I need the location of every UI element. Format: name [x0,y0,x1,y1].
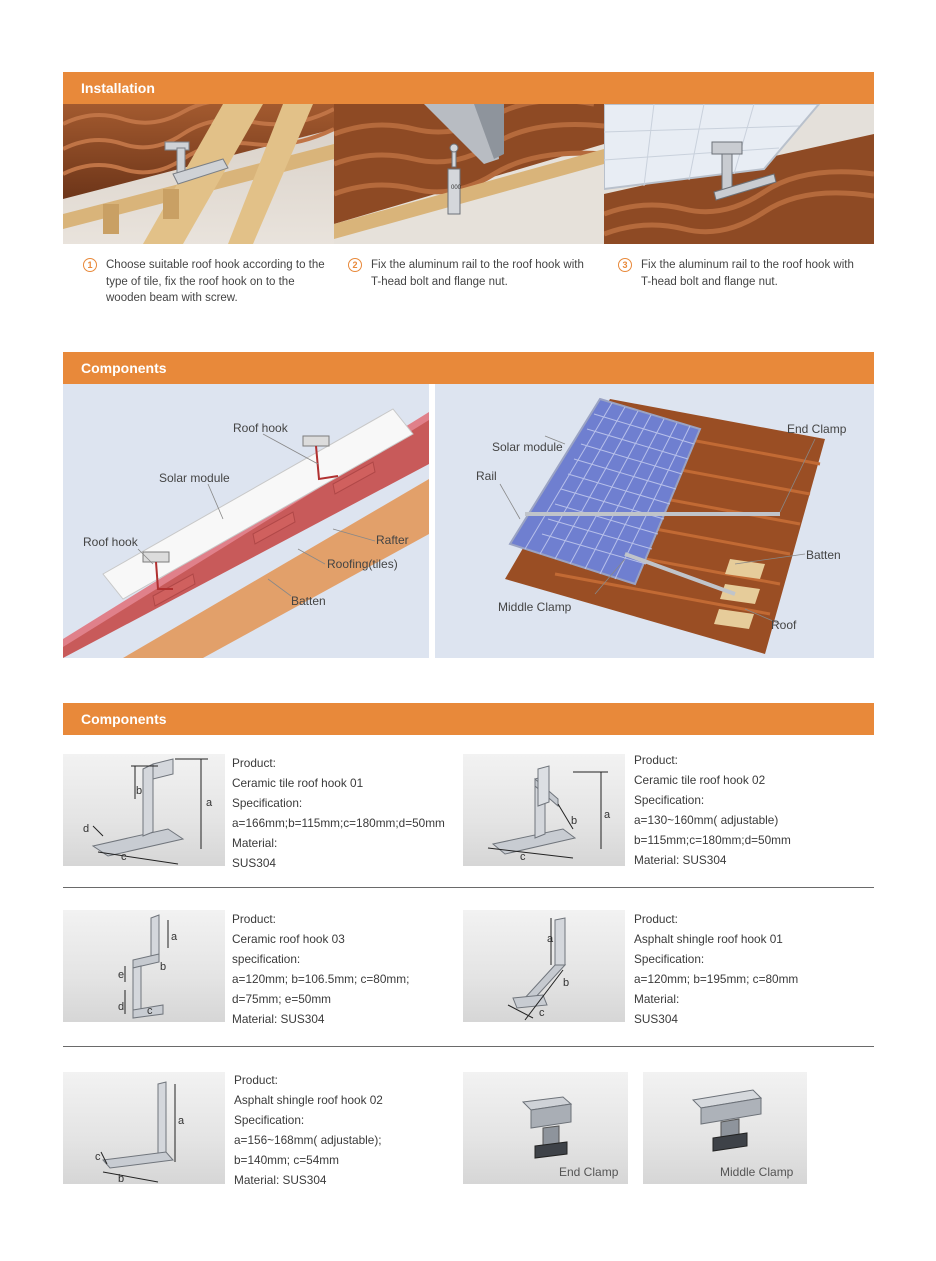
installation-photo-2 [334,104,604,244]
components-products-title: Components [81,711,167,727]
dim-a-1: a [206,797,213,809]
label-end-clamp: End Clamp [787,422,847,436]
product-1-line-5: Material: [232,836,278,850]
product-4-line-2: Asphalt shingle roof hook 01 [634,932,783,946]
product-2-line-1: Product: [634,753,678,767]
dim-b-2: b [571,815,578,827]
step-text-1: Choose suitable roof hook according to the type of tile, fix the roof hook on to the wooden beam with screw. [106,259,325,304]
product-image-2 [463,754,625,866]
dim-a-5: a [178,1115,185,1127]
dim-c-2: c [520,851,526,863]
product-4-line-3: Specification: [634,952,705,966]
label-batten-left: Batten [291,594,326,608]
product-text-4 [634,909,798,1029]
installation-title: Installation [81,80,155,96]
product-image-1 [63,754,225,866]
product-3-line-6: Material: SUS304 [232,1012,325,1026]
product-1-line-3: Specification: [232,796,303,810]
product-1-line-6: SUS304 [232,856,276,870]
roof-cross-section-diagram [63,384,429,658]
end-clamp-image [463,1072,628,1184]
label-middle-clamp: Middle Clamp [498,600,572,614]
product-1-line-4: a=166mm;b=115mm;c=180mm;d=50mm [232,816,445,830]
dim-d-1: d [83,823,90,835]
dim-b-5: b [118,1173,125,1184]
product-image-4 [463,910,625,1022]
product-text-5 [234,1070,383,1190]
dim-c-5: c [95,1151,101,1163]
product-5-line-5: b=140mm; c=54mm [234,1153,339,1167]
dim-b-3: b [160,961,167,973]
product-4-line-4: a=120mm; b=195mm; c=80mm [634,972,799,986]
dim-d-3: d [118,1001,125,1013]
label-roof: Roof [771,618,797,632]
product-2-line-6: Material: SUS304 [634,853,727,867]
product-2-line-3: Specification: [634,793,705,807]
product-4-line-1: Product: [634,912,678,926]
product-1-line-2: Ceramic tile roof hook 01 [232,776,364,790]
product-image-3 [63,910,225,1022]
product-1-line-1: Product: [232,756,276,770]
dim-c-3: c [147,1005,153,1017]
label-solar-module-left: Solar module [159,471,230,485]
divider-2 [63,1046,874,1047]
product-text-3 [232,909,409,1029]
product-5-line-6: Material: SUS304 [234,1173,327,1187]
dim-c-4: c [539,1007,545,1019]
step-number-2: 2 [348,258,362,272]
product-image-5 [63,1072,225,1184]
step-number-1: 1 [83,258,97,272]
installation-photo-3 [604,104,874,244]
installation-photo-1 [63,104,334,244]
components-diagram-header [63,352,874,384]
dim-a-4: a [547,933,554,945]
label-roof-hook-top: Roof hook [233,421,288,435]
product-2-line-5: b=115mm;c=180mm;d=50mm [634,833,791,847]
product-5-line-1: Product: [234,1073,278,1087]
end-clamp-label: End Clamp [559,1165,619,1179]
product-5-line-3: Specification: [234,1113,305,1127]
installation-step-3 [618,257,863,290]
product-3-line-3: specification: [232,952,301,966]
dim-c-1: c [121,851,127,863]
divider-1 [63,887,874,888]
components-products-header [63,703,874,735]
components-diagram-title: Components [81,360,167,376]
label-rail: Rail [476,469,497,483]
product-4-line-5: Material: [634,992,680,1006]
dim-b-1: b [136,785,143,797]
installation-step-1 [83,257,333,307]
product-3-line-4: a=120mm; b=106.5mm; c=80mm; [232,972,410,986]
product-4-line-6: SUS304 [634,1012,678,1026]
product-2-line-2: Ceramic tile roof hook 02 [634,773,766,787]
dim-b-4: b [563,977,570,989]
step-text-3: Fix the aluminum rail to the roof hook with T-head bolt and flange nut. [641,259,854,288]
label-roof-hook-left: Roof hook [83,535,138,549]
installation-step-2 [348,257,593,290]
dim-e-3: e [118,969,125,981]
product-3-line-5: d=75mm; e=50mm [232,992,332,1006]
product-3-line-2: Ceramic roof hook 03 [232,932,345,946]
installation-header [63,72,874,104]
label-batten-right: Batten [806,548,841,562]
product-2-line-4: a=130~160mm( adjustable) [634,813,779,827]
product-5-line-4: a=156~168mm( adjustable); [234,1133,382,1147]
dim-a-3: a [171,931,178,943]
dim-a-2: a [604,809,611,821]
step-text-2: Fix the aluminum rail to the roof hook with T-head bolt and flange nut. [371,259,584,288]
label-rafter: Rafter [376,533,409,547]
step-number-3: 3 [618,258,632,272]
middle-clamp-label: Middle Clamp [720,1165,794,1179]
product-text-1 [232,753,445,873]
middle-clamp-image [643,1072,807,1184]
product-5-line-2: Asphalt shingle roof hook 02 [234,1093,383,1107]
product-text-2 [634,750,791,870]
product-3-line-1: Product: [232,912,276,926]
label-roofing-tiles: Roofing(tiles) [327,557,398,571]
roof-system-3d-diagram [435,384,874,658]
label-solar-module-right: Solar module [492,440,563,454]
svg-text:000: 000 [451,185,462,191]
